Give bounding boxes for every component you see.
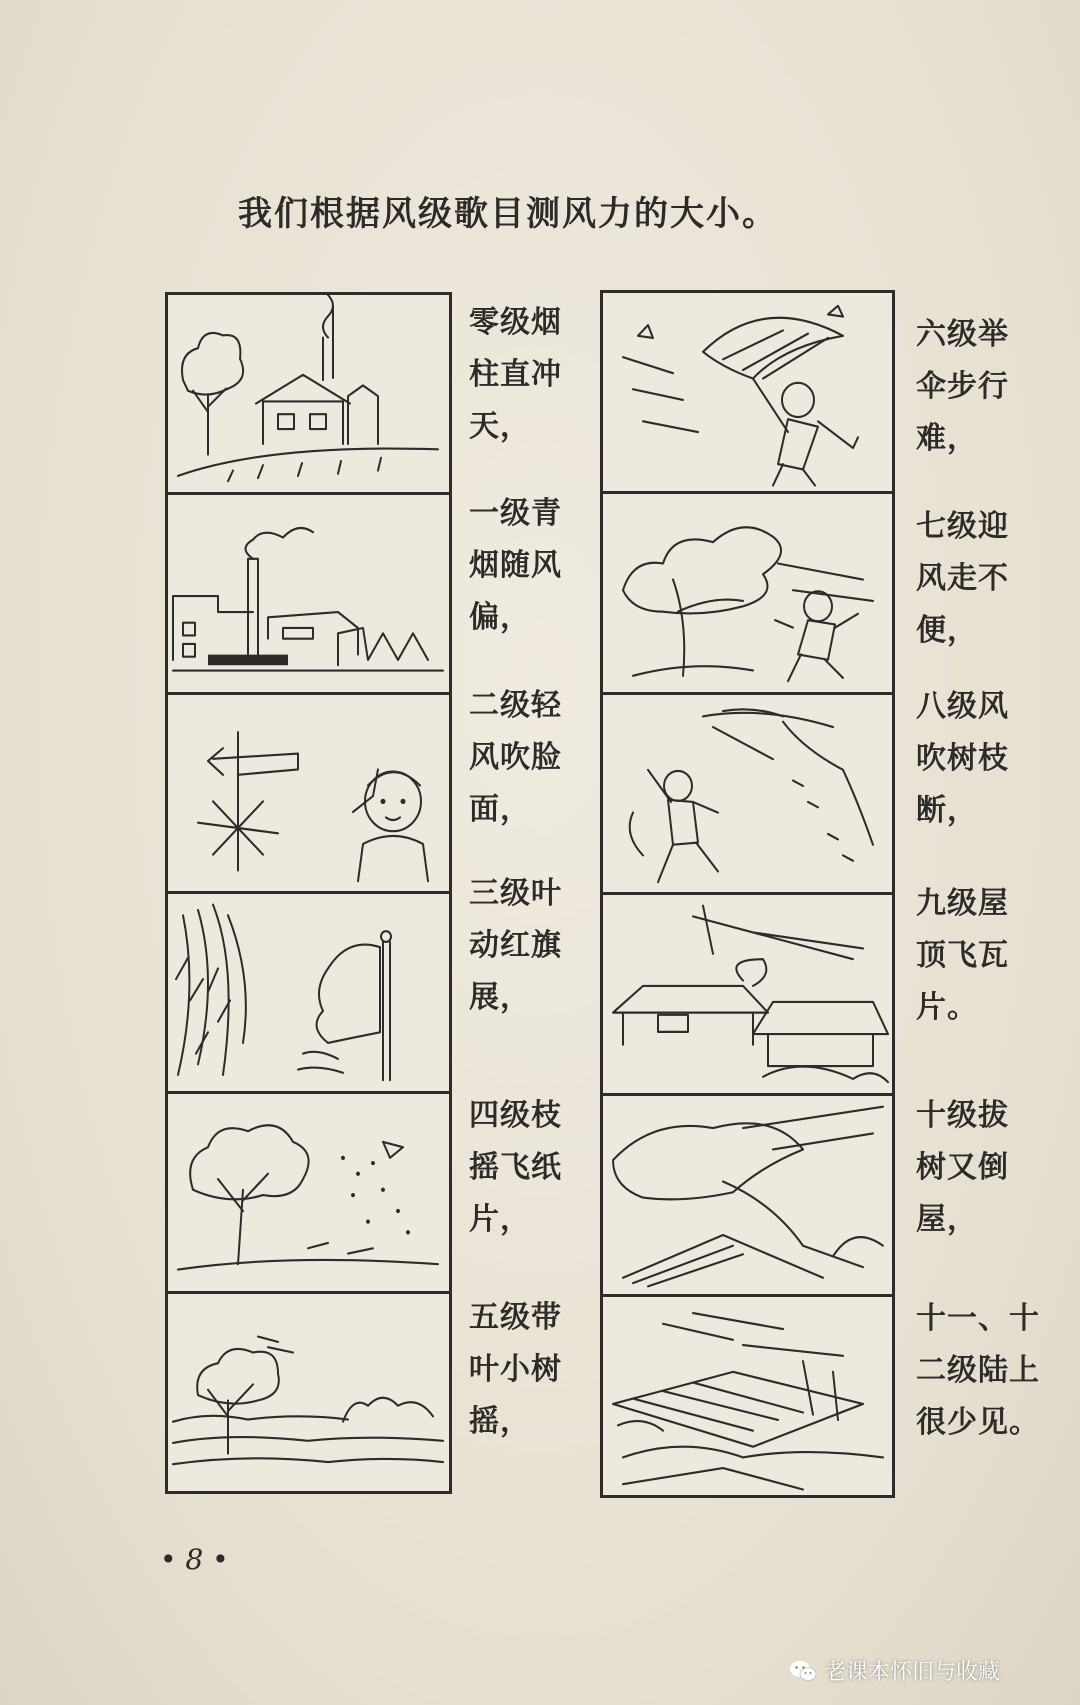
verse-level-2: 二级轻 风吹脸 面， bbox=[469, 688, 562, 827]
verse-level-0: 零级烟 柱直冲 天， bbox=[469, 305, 562, 444]
verse-level-5: 五级带 叶小树 摇， bbox=[469, 1300, 562, 1439]
illustration-level-8 bbox=[603, 695, 892, 896]
illustration-level-9 bbox=[603, 895, 892, 1096]
illustration-level-2 bbox=[168, 695, 449, 895]
verse-level-1: 一级青 烟随风 偏， bbox=[469, 496, 562, 635]
illustration-level-3 bbox=[168, 894, 449, 1094]
verse-level-8: 八级风 吹树枝 断， bbox=[916, 689, 1009, 828]
verse-level-3: 三级叶 动红旗 展， bbox=[469, 876, 562, 1015]
illustration-level-6 bbox=[603, 293, 892, 494]
wechat-icon bbox=[788, 1660, 818, 1682]
watermark-text: 老课本怀旧与收藏 bbox=[824, 1660, 1001, 1685]
page-title: 我们根据风级歌目测风力的大小。 bbox=[238, 194, 778, 234]
illustration-column-right bbox=[600, 290, 895, 1498]
illustration-level-0 bbox=[168, 295, 449, 495]
illustration-level-10 bbox=[603, 1096, 892, 1297]
verse-level-6: 六级举 伞步行 难， bbox=[916, 317, 1009, 456]
verse-level-4: 四级枝 摇飞纸 片， bbox=[469, 1098, 562, 1237]
illustration-level-4 bbox=[168, 1094, 449, 1294]
page-number: • 8 • bbox=[160, 1543, 229, 1576]
illustration-level-1 bbox=[168, 495, 449, 695]
illustration-level-5 bbox=[168, 1294, 449, 1491]
verse-level-9: 九级屋 顶飞瓦 片。 bbox=[916, 886, 1009, 1025]
verse-level-11-12: 十一、十 二级陆上 很少见。 bbox=[916, 1301, 1040, 1440]
illustration-level-7 bbox=[603, 494, 892, 695]
verse-level-7: 七级迎 风走不 便， bbox=[916, 509, 1009, 648]
verse-level-10: 十级拔 树又倒 屋， bbox=[916, 1098, 1009, 1237]
watermark bbox=[788, 1655, 1000, 1686]
illustration-column-left bbox=[165, 292, 452, 1494]
illustration-level-11 bbox=[603, 1297, 892, 1495]
